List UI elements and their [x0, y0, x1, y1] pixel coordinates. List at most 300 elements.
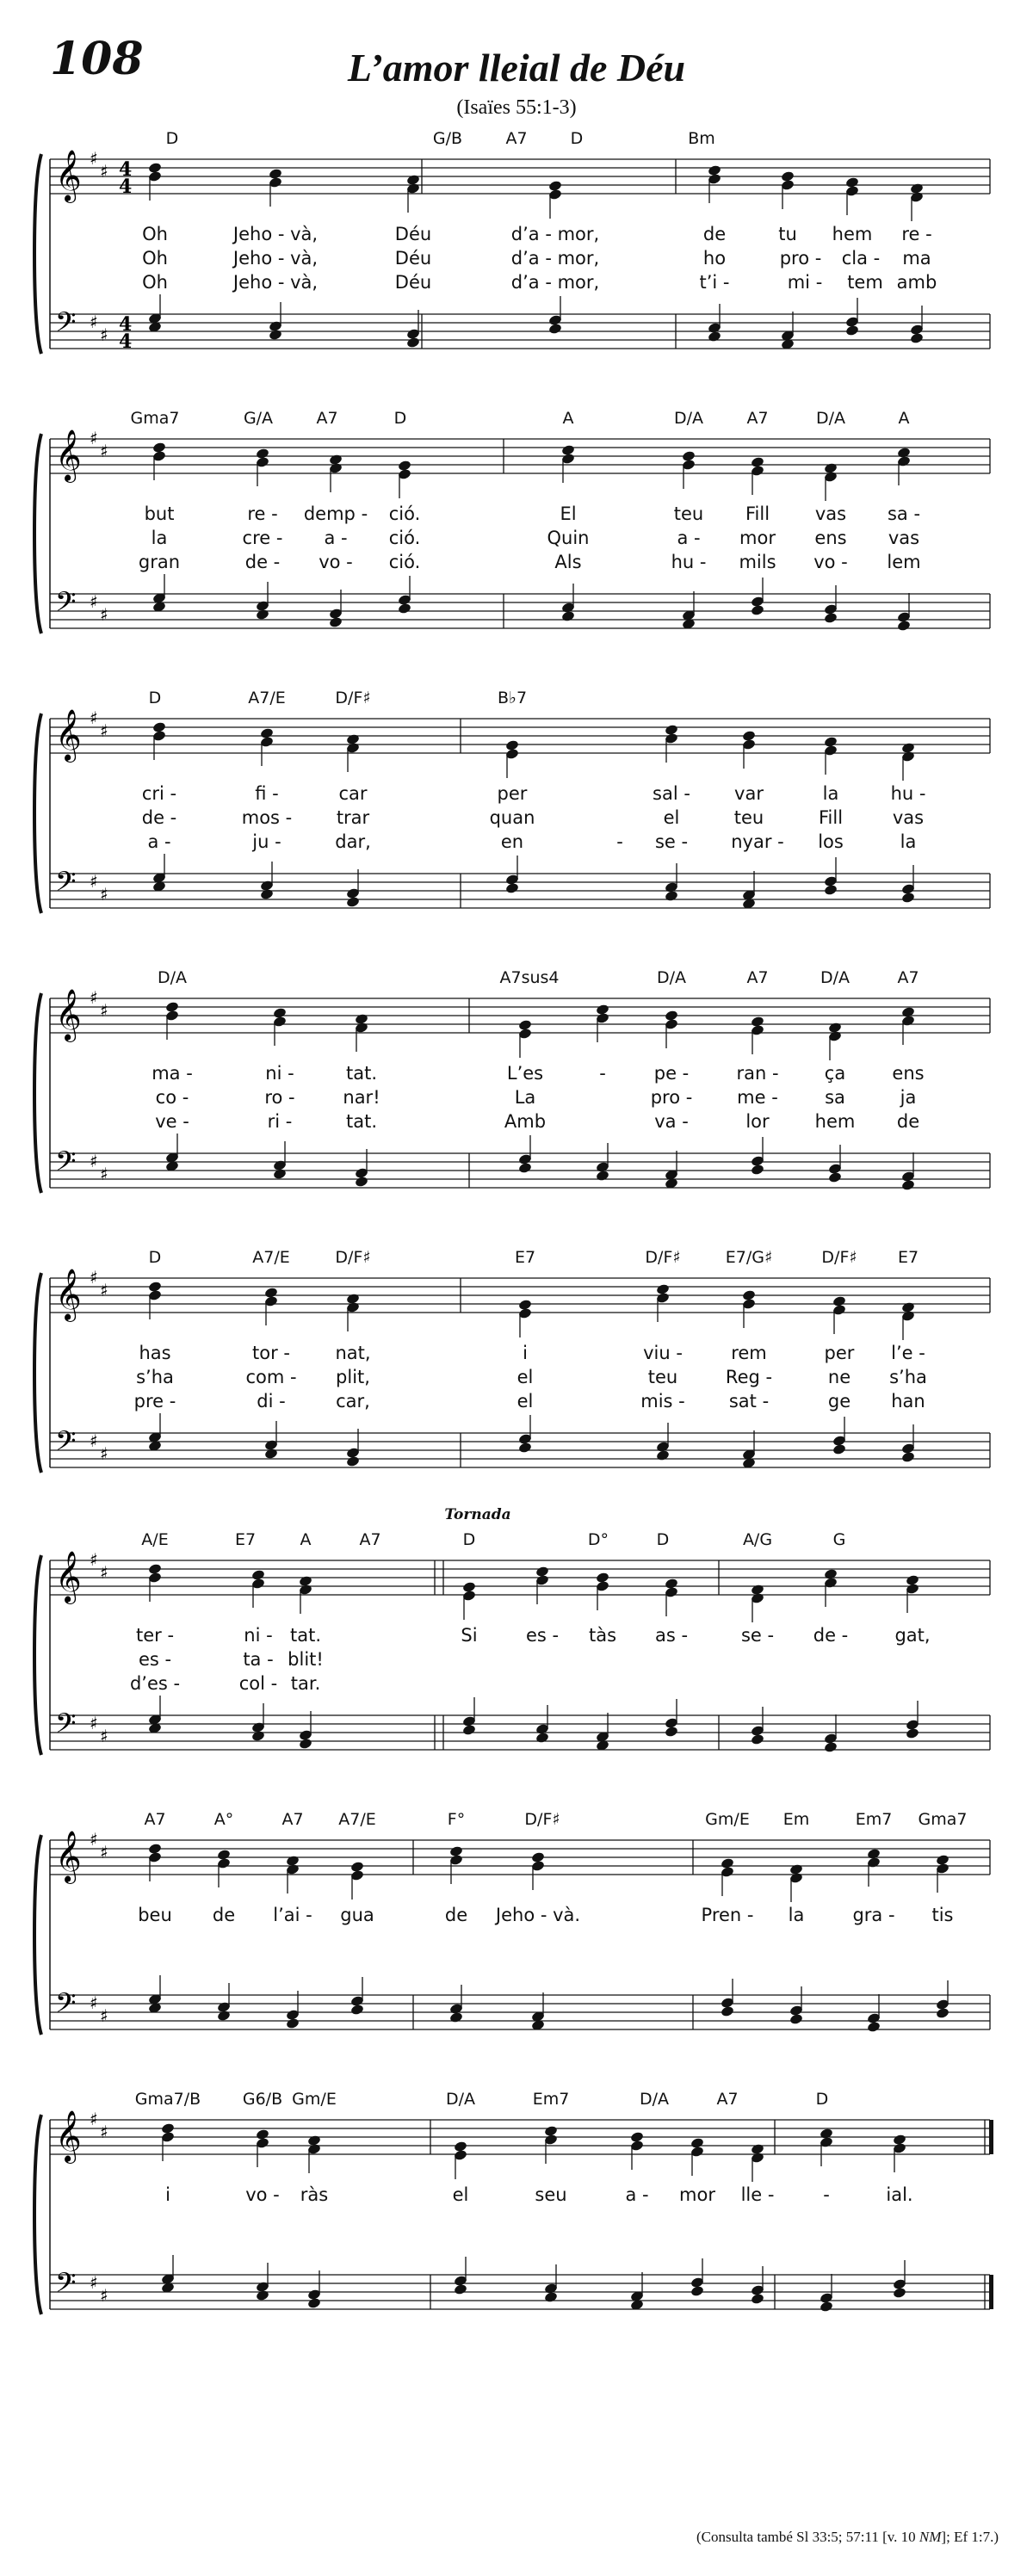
chord-symbol: D — [148, 1248, 162, 1267]
lyric-syllable: i — [523, 1343, 528, 1363]
notehead — [893, 2287, 907, 2299]
system-bracket — [34, 713, 41, 913]
chord-symbol: A — [300, 1530, 312, 1549]
notehead — [751, 1164, 765, 1176]
treble-clef: 𝄞 — [55, 709, 82, 761]
lyric-syllable: fi - — [255, 783, 279, 804]
notehead — [936, 2007, 950, 2019]
lyric-syllable: El — [560, 503, 577, 524]
key-sharp: ♯ — [90, 591, 98, 612]
staff-graphics — [0, 2081, 1033, 2348]
notehead — [561, 610, 576, 622]
lyric-syllable: dar, — [335, 831, 371, 852]
key-sharp: ♯ — [90, 1992, 98, 2013]
lyric-syllable: d’a - mor, — [510, 272, 600, 293]
lyric-syllable: com - — [245, 1367, 297, 1387]
notehead — [897, 620, 912, 632]
key-sharp: ♯ — [90, 1430, 98, 1451]
key-sharp: ♯ — [100, 2285, 108, 2306]
lyric-syllable: es - — [525, 1625, 560, 1646]
notehead — [454, 2283, 468, 2295]
lyric-syllable: Fill — [745, 503, 770, 524]
system-bracket — [34, 1835, 41, 2035]
chord-symbol: A7sus4 — [499, 968, 560, 987]
lyric-syllable: Reg - — [725, 1367, 773, 1387]
lyric-syllable: vo - — [245, 2184, 280, 2205]
chord-symbol: A7 — [359, 1530, 381, 1549]
lyric-syllable: se - — [654, 831, 689, 852]
lyric-syllable: La — [514, 1087, 536, 1108]
notehead — [824, 612, 838, 624]
key-sharp: ♯ — [90, 1267, 98, 1288]
lyric-syllable: nyar - — [731, 831, 784, 852]
chord-symbol: Gma7 — [918, 1810, 968, 1829]
key-sharp: ♯ — [100, 604, 108, 625]
key-sharp: ♯ — [100, 884, 108, 905]
chord-symbol: D/F♯ — [335, 1248, 371, 1267]
lyric-syllable: los — [818, 831, 844, 852]
lyric-syllable: mis - — [640, 1391, 685, 1412]
notehead — [665, 1726, 679, 1738]
chord-symbol: A/G — [742, 1530, 773, 1549]
lyric-syllable: rem — [731, 1343, 767, 1363]
time-signature-top: 4 — [119, 158, 133, 181]
notehead — [398, 602, 412, 615]
lyric-syllable: el — [516, 1367, 534, 1387]
final-bar — [989, 2120, 993, 2154]
lyric-syllable: Oh — [142, 248, 168, 269]
notehead — [910, 332, 925, 344]
chord-symbol: A7 — [144, 1810, 166, 1829]
music-system — [0, 120, 1033, 387]
chord-symbol: D/A — [815, 409, 846, 428]
lyric-syllable: vo - — [813, 552, 848, 572]
lyric-syllable: i — [165, 2184, 170, 2205]
lyric-syllable: la — [788, 1905, 805, 1925]
chord-symbol: G/B — [432, 129, 463, 148]
key-sharp: ♯ — [90, 1713, 98, 1733]
notehead — [820, 2301, 834, 2313]
lyric-syllable: teu — [673, 503, 704, 524]
lyric-syllable: Déu — [394, 248, 432, 269]
chord-symbol: Gm/E — [705, 1810, 750, 1829]
lyric-syllable: car, — [336, 1391, 370, 1412]
staff-graphics — [0, 1801, 1033, 2068]
chord-symbol: D/F♯ — [821, 1248, 857, 1267]
lyric-syllable: Oh — [142, 224, 168, 244]
lyric-syllable: ter - — [135, 1625, 175, 1646]
lyric-syllable: a - — [147, 831, 171, 852]
notehead — [906, 1727, 920, 1739]
system-bracket — [34, 1555, 41, 1755]
lyric-syllable: trar — [336, 807, 370, 828]
notehead — [721, 2005, 735, 2017]
lyric-syllable: Als — [554, 552, 582, 572]
song-title: L’amor lleial de Déu — [347, 46, 686, 90]
bass-clef: 𝄢 — [55, 1146, 77, 1183]
notehead — [867, 2021, 881, 2033]
chord-symbol: Gm/E — [292, 2090, 337, 2109]
notehead — [845, 324, 860, 337]
treble-clef: 𝄞 — [55, 1269, 82, 1320]
notehead — [462, 1724, 477, 1736]
notehead — [346, 896, 361, 908]
lyric-syllable: hu - — [671, 552, 707, 572]
chord-symbol: D — [165, 129, 179, 148]
lyric-syllable: ni - — [265, 1063, 294, 1084]
chord-symbol: D — [570, 129, 584, 148]
lyric-syllable: tàs — [588, 1625, 617, 1646]
treble-clef: 𝄞 — [55, 429, 82, 481]
chord-symbol: E7/G♯ — [725, 1248, 773, 1267]
music-system — [0, 1506, 1033, 1788]
lyric-syllable: el — [452, 2184, 469, 2205]
lyric-syllable: Amb — [504, 1111, 547, 1132]
lyric-syllable: tu — [778, 224, 797, 244]
key-sharp: ♯ — [100, 1000, 108, 1021]
lyric-syllable: re - — [901, 224, 932, 244]
song-number: 108 — [50, 33, 144, 85]
notehead — [544, 2291, 559, 2303]
lyric-syllable: cre - — [242, 528, 283, 548]
system-bracket — [34, 1273, 41, 1473]
lyric-syllable: de — [212, 1905, 236, 1925]
chord-symbol: D/A — [656, 968, 687, 987]
lyric-syllable: Jeho - và. — [495, 1905, 581, 1925]
chord-symbol: A7/E — [338, 1810, 376, 1829]
lyric-syllable: vas — [892, 807, 925, 828]
chord-symbol: D/F♯ — [645, 1248, 681, 1267]
notehead — [901, 1451, 916, 1463]
lyric-syllable: amb — [896, 272, 937, 293]
notehead — [901, 1179, 916, 1191]
lyric-syllable: lor — [745, 1111, 770, 1132]
notehead — [901, 892, 916, 904]
lyric-syllable: sa - — [887, 503, 921, 524]
lyric-syllable: de — [702, 224, 727, 244]
lyric-syllable: vas — [888, 528, 920, 548]
lyric-syllable: ran - — [736, 1063, 779, 1084]
notehead — [518, 1442, 533, 1454]
lyric-syllable: ma — [902, 248, 931, 269]
lyric-syllable: ràs — [300, 2184, 329, 2205]
lyric-syllable: col - — [238, 1673, 278, 1694]
lyric-syllable: mils — [739, 552, 776, 572]
lyric-syllable: t’i - — [699, 272, 730, 293]
lyric-syllable: Oh — [142, 272, 168, 293]
lyric-syllable: Quin — [547, 528, 590, 548]
key-sharp: ♯ — [90, 707, 98, 728]
lyric-syllable: Jeho - và, — [232, 272, 319, 293]
key-sharp: ♯ — [90, 987, 98, 1008]
chord-symbol: A7/E — [248, 689, 286, 707]
chord-symbol: A7 — [316, 409, 338, 428]
lyric-syllable: pre - — [133, 1391, 176, 1412]
chord-symbol: A — [898, 409, 910, 428]
chord-symbol: G — [832, 1530, 846, 1549]
notehead — [596, 1170, 610, 1182]
chord-symbol: E7 — [897, 1248, 919, 1267]
lyric-syllable: tat. — [345, 1063, 378, 1084]
lyric-syllable: ial. — [886, 2184, 913, 2205]
lyric-syllable: d’es - — [129, 1673, 181, 1694]
lyric-syllable: car — [338, 783, 368, 804]
chord-symbol: D/F♯ — [335, 689, 371, 707]
lyric-syllable: demp - — [303, 503, 368, 524]
notehead — [350, 2004, 365, 2016]
music-system — [0, 2081, 1033, 2348]
lyric-syllable: lle - — [740, 2184, 775, 2205]
lyric-syllable: Pren - — [701, 1905, 754, 1925]
notehead — [299, 1738, 313, 1750]
lyric-syllable: tat. — [345, 1111, 378, 1132]
key-sharp: ♯ — [100, 324, 108, 345]
lyric-syllable: ens — [814, 528, 847, 548]
lyric-syllable: l’e - — [891, 1343, 925, 1363]
lyric-syllable: ja — [900, 1087, 917, 1108]
lyric-syllable: nar! — [343, 1087, 380, 1108]
lyric-syllable: ho — [702, 248, 727, 269]
lyric-syllable: but — [144, 503, 175, 524]
key-sharp: ♯ — [100, 2005, 108, 2026]
lyric-syllable: se - — [740, 1625, 775, 1646]
key-sharp: ♯ — [90, 312, 98, 332]
key-sharp: ♯ — [90, 428, 98, 448]
lyric-syllable: tis — [931, 1905, 954, 1925]
time-signature-bottom: 4 — [119, 176, 133, 198]
key-sharp: ♯ — [100, 1726, 108, 1746]
chord-symbol: A7/E — [252, 1248, 290, 1267]
chord-symbol: G/A — [243, 409, 274, 428]
notehead — [548, 323, 563, 335]
lyric-syllable: pro - — [650, 1087, 693, 1108]
notehead — [665, 890, 679, 902]
lyric-syllable: nat, — [335, 1343, 371, 1363]
notehead — [264, 1448, 279, 1460]
key-sharp: ♯ — [90, 2272, 98, 2293]
lyric-syllable: va - — [654, 1111, 689, 1132]
chord-symbol: A° — [213, 1810, 234, 1829]
chord-symbol: Gma7/B — [134, 2090, 201, 2109]
chord-symbol: A/E — [141, 1530, 169, 1549]
lyric-syllable: Fill — [818, 807, 844, 828]
lyric-syllable: mos - — [241, 807, 293, 828]
lyric-syllable: ma - — [152, 1063, 193, 1084]
final-bar — [989, 2275, 993, 2309]
chord-symbol: D/F♯ — [524, 1810, 560, 1829]
notehead — [329, 616, 343, 628]
key-sharp: ♯ — [100, 441, 108, 461]
lyric-syllable: mor — [679, 2184, 715, 2205]
key-sharp: ♯ — [100, 2122, 108, 2142]
time-signature-top: 4 — [119, 313, 133, 336]
lyric-syllable: plit, — [336, 1367, 370, 1387]
chord-symbol: E7 — [234, 1530, 257, 1549]
key-sharp: ♯ — [90, 2109, 98, 2129]
lyric-syllable: el — [516, 1391, 534, 1412]
tornada-label: Tornada — [444, 1506, 511, 1523]
lyric-syllable: has — [139, 1343, 171, 1363]
key-sharp: ♯ — [90, 871, 98, 892]
chord-symbol: D/A — [820, 968, 851, 987]
chord-symbol: D — [393, 409, 407, 428]
chord-symbol: D/A — [157, 968, 188, 987]
lyric-syllable: a - — [625, 2184, 649, 2205]
notehead — [690, 2285, 705, 2297]
notehead — [251, 1730, 266, 1742]
lyric-syllable: la — [900, 831, 917, 852]
music-system — [0, 960, 1033, 1226]
lyric-syllable: de — [444, 1905, 468, 1925]
lyric-syllable: vas — [814, 503, 847, 524]
lyric-syllable: hu - — [890, 783, 926, 804]
lyric-syllable: s’ha — [889, 1367, 927, 1387]
lyric-syllable: ri - — [267, 1111, 293, 1132]
notehead — [789, 2013, 804, 2025]
treble-clef: 𝄞 — [55, 1551, 82, 1603]
lyric-syllable: Déu — [394, 224, 432, 244]
chord-symbol: Bm — [688, 129, 715, 148]
lyric-syllable: ça — [824, 1063, 846, 1084]
system-bracket — [34, 993, 41, 1193]
lyric-syllable: mi - — [787, 272, 823, 293]
chord-symbol: B♭7 — [497, 689, 528, 707]
notehead — [355, 1176, 369, 1188]
notehead — [406, 337, 421, 349]
chord-symbol: A7 — [897, 968, 919, 987]
lyric-syllable: re - — [247, 503, 278, 524]
lyric-syllable: el — [663, 807, 680, 828]
lyric-syllable: tor - — [252, 1343, 290, 1363]
lyric-syllable: ens — [892, 1063, 925, 1084]
treble-clef: 𝄞 — [55, 150, 82, 201]
lyric-syllable: ro - — [264, 1087, 295, 1108]
lyric-syllable: gran — [138, 552, 181, 572]
notehead — [832, 1443, 847, 1455]
lyric-syllable: di - — [257, 1391, 286, 1412]
key-sharp: ♯ — [100, 720, 108, 741]
notehead — [708, 330, 722, 343]
notehead — [751, 2293, 765, 2305]
notehead — [217, 2010, 232, 2022]
key-sharp: ♯ — [100, 1164, 108, 1184]
chord-symbol: D/A — [639, 2090, 670, 2109]
system-bracket — [34, 154, 41, 354]
lyric-syllable: co - — [155, 1087, 189, 1108]
notehead — [656, 1449, 671, 1461]
lyric-syllable: d’a - mor, — [510, 224, 600, 244]
notehead — [535, 1732, 550, 1744]
lyric-syllable: vo - — [319, 552, 353, 572]
treble-clef: 𝄞 — [55, 1831, 82, 1882]
key-sharp: ♯ — [100, 161, 108, 182]
lyric-syllable: ció. — [388, 552, 421, 572]
lyric-syllable: teu — [733, 807, 764, 828]
key-sharp: ♯ — [100, 1842, 108, 1863]
lyric-syllable: de — [896, 1111, 920, 1132]
lyric-syllable: seu — [535, 2184, 567, 2205]
notehead — [824, 1741, 838, 1753]
lyric-syllable: pe - — [653, 1063, 690, 1084]
lyric-syllable: d’a - mor, — [510, 248, 600, 269]
chord-symbol: A — [562, 409, 574, 428]
key-sharp: ♯ — [90, 148, 98, 169]
lyric-syllable: viu - — [643, 1343, 683, 1363]
lyric-syllable: tat. — [289, 1625, 322, 1646]
lyric-syllable: Si — [461, 1625, 478, 1646]
lyric-syllable: Jeho - và, — [232, 224, 319, 244]
lyric-syllable: - — [599, 1063, 606, 1084]
chord-symbol: A7 — [746, 968, 769, 987]
system-bracket — [34, 2115, 41, 2314]
chord-symbol: Em7 — [855, 1810, 893, 1829]
chord-symbol: D — [148, 689, 162, 707]
chord-symbol: D/A — [673, 409, 704, 428]
lyric-syllable: beu — [138, 1905, 172, 1925]
lyric-syllable: sa — [825, 1087, 845, 1108]
chord-symbol: D — [462, 1530, 476, 1549]
chord-symbol: G6/B — [242, 2090, 283, 2109]
chord-symbol: D — [656, 1530, 670, 1549]
lyric-syllable: hem — [832, 224, 873, 244]
notehead — [346, 1455, 361, 1467]
notehead — [273, 1168, 288, 1180]
lyric-syllable: ne — [827, 1367, 851, 1387]
lyric-syllable: gra - — [852, 1905, 895, 1925]
lyric-syllable: de - — [244, 552, 281, 572]
lyric-syllable: blit! — [288, 1649, 324, 1670]
lyric-syllable: ju - — [252, 831, 281, 852]
key-sharp: ♯ — [100, 1443, 108, 1464]
chord-symbol: A7 — [281, 1810, 304, 1829]
lyric-syllable: hem — [814, 1111, 856, 1132]
chord-symbol: E7 — [514, 1248, 536, 1267]
notehead — [256, 2289, 270, 2301]
music-system — [0, 1239, 1033, 1506]
chord-symbol: A7 — [716, 2090, 739, 2109]
lyric-syllable: teu — [647, 1367, 678, 1387]
treble-clef: 𝄞 — [55, 989, 82, 1041]
chord-symbol: D — [815, 2090, 829, 2109]
notehead — [505, 882, 520, 894]
chord-symbol: D/A — [445, 2090, 476, 2109]
notehead — [751, 604, 765, 616]
lyric-syllable: tar. — [290, 1673, 321, 1694]
lyric-syllable: sat - — [728, 1391, 770, 1412]
music-system — [0, 400, 1033, 667]
bass-clef: 𝄢 — [55, 1708, 77, 1745]
notehead — [824, 884, 838, 896]
notehead — [260, 888, 275, 900]
lyric-syllable: cla - — [841, 248, 881, 269]
music-system — [0, 1801, 1033, 2068]
lyric-syllable: a - — [324, 528, 348, 548]
chord-symbol: Em — [782, 1810, 810, 1829]
lyric-syllable: gua — [340, 1905, 374, 1925]
lyric-syllable: a - — [677, 528, 701, 548]
notehead — [518, 1162, 533, 1174]
lyric-syllable: es - — [138, 1649, 172, 1670]
lyric-syllable: ve - — [155, 1111, 189, 1132]
key-sharp: ♯ — [90, 1829, 98, 1850]
lyric-syllable: per — [497, 783, 528, 804]
lyric-syllable: L’es — [506, 1063, 544, 1084]
lyric-syllable: tem — [847, 272, 883, 293]
lyric-syllable: en — [500, 831, 524, 852]
lyric-syllable: me - — [737, 1087, 778, 1108]
notehead — [269, 329, 283, 341]
lyric-syllable: as - — [654, 1625, 689, 1646]
